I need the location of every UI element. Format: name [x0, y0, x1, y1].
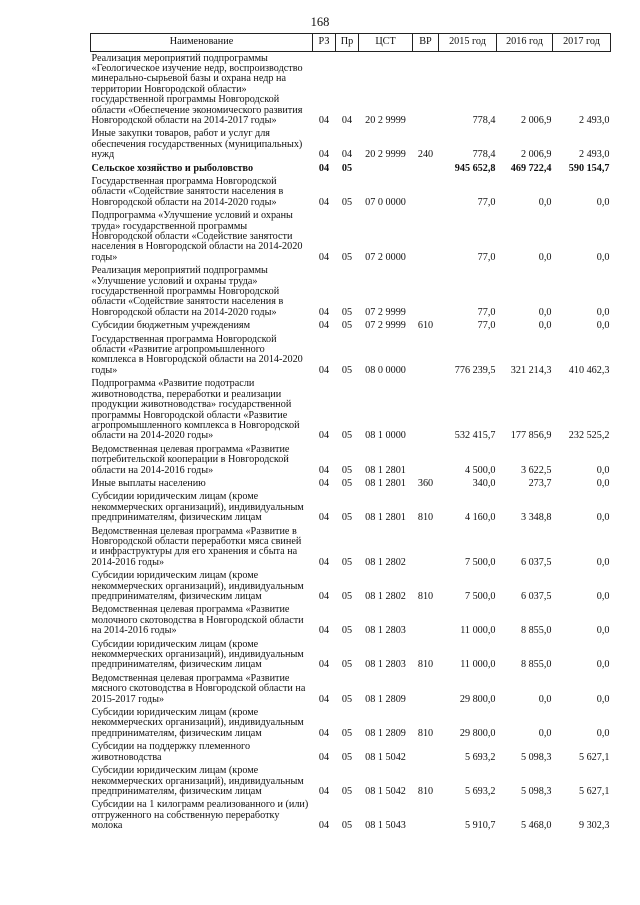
table-row: [91, 128, 611, 162]
table-row: [91, 210, 611, 265]
cell-cst: 07 2 9999: [365, 320, 406, 332]
table-row: [91, 52, 611, 128]
cell-name: Подпрограмма «Улучшение условий и охраны труда» государственной программы Новгородской области «Содействие занятости населения в Новгородской области на 2014-2020 годы»: [91, 210, 303, 263]
cell-2017: 2 493,0: [578, 114, 610, 126]
cell-pr: 05: [341, 820, 353, 832]
cell-cst: 08 1 5042: [365, 785, 406, 797]
cell-pr: 05: [341, 196, 353, 208]
table-row: [91, 443, 611, 477]
cell-cst: 08 1 5042: [365, 751, 406, 763]
cell-2016: 0,0: [538, 306, 552, 318]
cell-2015: 778,4: [472, 114, 496, 126]
cell-rz: 04: [318, 820, 330, 832]
cell-pr: 04: [341, 114, 353, 126]
cell-name: Субсидии юридическим лицам (кроме некоммерческих организаций), индивидуальным предпринимателям, физическим лицам: [91, 765, 304, 797]
cell-vr: [413, 672, 439, 706]
cell-2016: 469 722,4: [510, 162, 552, 174]
cell-2015: 340,0: [472, 477, 496, 489]
cell-2017: 0,0: [596, 320, 610, 332]
cell-rz: 04: [318, 196, 330, 208]
header-cst: ЦСТ: [359, 34, 413, 52]
cell-vr: [413, 265, 439, 320]
cell-2015: 11 000,0: [460, 659, 496, 671]
cell-pr: 05: [341, 591, 353, 602]
cell-2017: 590 154,7: [568, 162, 610, 174]
cell-cst: 08 1 2809: [365, 693, 406, 705]
cell-2016: 0,0: [538, 251, 552, 263]
cell-2015: 77,0: [477, 251, 496, 263]
cell-rz: 04: [318, 785, 330, 797]
cell-pr: 05: [341, 430, 353, 442]
cell-2016: 6 037,5: [520, 591, 552, 602]
cell-name: Государственная программа Новгородской области «Содействие занятости населения в Новгородской области на 2014-2020 годы»: [91, 175, 284, 208]
cell-2015: 5 910,7: [464, 820, 496, 832]
cell-vr: 810: [417, 659, 434, 671]
header-vr: ВР: [413, 34, 439, 52]
cell-2016: 0,0: [538, 727, 552, 739]
table-row: [91, 799, 611, 833]
cell-2016: 0,0: [538, 693, 552, 705]
cell-vr: [413, 443, 439, 477]
cell-2015: 4 500,0: [464, 464, 496, 476]
table-row: [91, 570, 611, 604]
cell-name: Иные выплаты населению: [91, 477, 206, 489]
table-header-row: [91, 34, 611, 52]
cell-rz: 04: [318, 556, 330, 568]
cell-cst: 07 0 0000: [365, 196, 406, 208]
cell-2016: 8 855,0: [520, 659, 552, 671]
table-row: [91, 378, 611, 443]
cell-cst: 08 1 2802: [365, 556, 406, 568]
table-row: [91, 741, 611, 765]
table-row: [91, 525, 611, 570]
budget-table: [90, 33, 611, 833]
cell-name: Ведомственная целевая программа «Развитие мясного скотоводства в Новгородской области на 2015-2017 годы»: [91, 672, 306, 705]
cell-2016: 2 006,9: [520, 114, 552, 126]
cell-pr: 05: [341, 162, 353, 174]
cell-vr: [413, 741, 439, 765]
cell-name: Государственная программа Новгородской области «Развитие агропромышленного комплекса в Новгородской области на 2014-2020 годы»: [91, 333, 303, 376]
cell-vr: 810: [417, 727, 434, 739]
table-row: [91, 162, 611, 175]
cell-cst: 08 1 2803: [365, 659, 406, 671]
cell-name: Субсидии юридическим лицам (кроме некоммерческих организаций), индивидуальным предпринимателям, физическим лицам: [91, 707, 304, 739]
cell-rz: 04: [318, 659, 330, 671]
cell-2015: 945 652,8: [454, 162, 496, 174]
cell-pr: 05: [341, 477, 353, 489]
cell-2016: 8 855,0: [520, 625, 552, 637]
cell-rz: 04: [318, 320, 330, 332]
cell-rz: 04: [318, 727, 330, 739]
cell-vr: [413, 52, 439, 128]
cell-rz: 04: [318, 251, 330, 263]
cell-2015: 77,0: [477, 306, 496, 318]
cell-name: Субсидии юридическим лицам (кроме некоммерческих организаций), индивидуальным предпринимателям, физическим лицам: [91, 491, 304, 524]
header-2017: 2017 год: [553, 34, 611, 52]
cell-cst: [359, 162, 413, 175]
table-row: [91, 672, 611, 706]
table-row: [91, 604, 611, 638]
cell-2016: 2 006,9: [520, 149, 552, 161]
header-rz: РЗ: [313, 34, 336, 52]
cell-name: Иные закупки товаров, работ и услуг для обеспечения государственных (муниципальных) нужд: [91, 128, 303, 161]
cell-2017: 0,0: [596, 556, 610, 568]
cell-name: Ведомственная целевая программа «Развитие потребительской кооперации в Новгородской области на 2014-2016 годы»: [91, 443, 290, 476]
cell-2017: 0,0: [596, 512, 610, 524]
cell-name: Субсидии на поддержку племенного животноводства: [91, 741, 251, 763]
header-name: Наименование: [91, 34, 313, 52]
cell-cst: 20 2 9999: [365, 149, 406, 161]
cell-pr: 04: [341, 149, 353, 161]
cell-2017: 5 627,1: [578, 785, 610, 797]
cell-vr: [413, 604, 439, 638]
cell-name: Реализация мероприятий подпрограммы «Геологическое изучение недр, воспроизводство минерально-сырьевой базы и охрана недр на территории Новгородской области» государственной программы Новгородской области «Обеспечение экономического развития Новгородской области на 2014-2017 годы»: [91, 52, 303, 126]
cell-rz: 04: [318, 477, 330, 489]
cell-pr: 05: [341, 464, 353, 476]
table-row: [91, 491, 611, 525]
cell-pr: 05: [341, 364, 353, 376]
cell-2016: 5 098,3: [520, 751, 552, 763]
cell-2016: 6 037,5: [520, 556, 552, 568]
cell-rz: 04: [318, 464, 330, 476]
cell-2017: 0,0: [596, 306, 610, 318]
table-row: [91, 265, 611, 320]
cell-2017: 0,0: [596, 591, 610, 602]
cell-2016: 177 856,9: [510, 430, 552, 442]
cell-vr: [413, 175, 439, 209]
cell-2017: 0,0: [596, 693, 610, 705]
cell-cst: 08 1 2809: [365, 727, 406, 739]
cell-2017: 0,0: [596, 477, 610, 489]
cell-2015: 776 239,5: [454, 364, 496, 376]
cell-cst: 08 1 2803: [365, 625, 406, 637]
cell-name: Субсидии на 1 килограмм реализованного и (или) отгруженного на собственную переработку молока: [91, 799, 309, 832]
cell-vr: 810: [417, 591, 434, 602]
cell-rz: 04: [318, 693, 330, 705]
cell-2017: 9 302,3: [578, 820, 610, 832]
cell-2017: 2 493,0: [578, 149, 610, 161]
cell-pr: 05: [341, 659, 353, 671]
cell-pr: 05: [341, 625, 353, 637]
table-row: [91, 477, 611, 490]
cell-vr: 810: [417, 785, 434, 797]
cell-name: Ведомственная целевая программа «Развитие в Новгородской области переработки мяса свиней и инфраструктуры для его хранения и сбыта на 2014-2016 годы»: [91, 525, 302, 568]
cell-cst: 08 1 2801: [365, 512, 406, 524]
cell-2017: 0,0: [596, 659, 610, 671]
cell-vr: [413, 162, 439, 175]
cell-cst: 08 1 2802: [365, 591, 406, 602]
cell-vr: [413, 525, 439, 570]
cell-2015: 29 800,0: [459, 727, 496, 739]
cell-2015: 7 500,0: [464, 556, 496, 568]
cell-2016: 5 468,0: [520, 820, 552, 832]
cell-name: Подпрограмма «Развитие подотрасли животноводства, переработки и реализации продукции животноводства» государственной программы Новгородской области «Развитие агропромышленного комплекса в Новгородской области на 2014-2020 годы»: [91, 378, 300, 442]
cell-2015: 5 693,2: [464, 751, 496, 763]
cell-name: Реализация мероприятий подпрограммы «Улучшение условий и охраны труда» государственной программы Новгородской области «Содействие занятости населения в Новгородской области на 2014-2020 годы»: [91, 265, 284, 318]
cell-rz: 04: [318, 512, 330, 524]
table-row: [91, 320, 611, 333]
table-row: [91, 175, 611, 209]
cell-rz: 04: [318, 364, 330, 376]
cell-rz: 04: [318, 625, 330, 637]
cell-2017: 0,0: [596, 464, 610, 476]
cell-2017: 0,0: [596, 196, 610, 208]
cell-2017: 0,0: [596, 625, 610, 637]
cell-pr: 05: [341, 751, 353, 763]
cell-name: Субсидии юридическим лицам (кроме некоммерческих организаций), индивидуальным предпринимателям, физическим лицам: [91, 570, 304, 602]
cell-name: Субсидии юридическим лицам (кроме некоммерческих организаций), индивидуальным предпринимателям, физическим лицам: [91, 638, 304, 671]
cell-vr: 240: [417, 149, 434, 161]
cell-rz: 04: [318, 162, 330, 174]
cell-vr: [413, 378, 439, 443]
table-row: [91, 707, 611, 741]
cell-2017: 5 627,1: [578, 751, 610, 763]
cell-rz: 04: [318, 751, 330, 763]
cell-pr: 05: [341, 306, 353, 318]
cell-cst: 07 2 0000: [365, 251, 406, 263]
cell-2016: 0,0: [538, 320, 552, 332]
cell-vr: 810: [417, 512, 434, 524]
cell-2017: 0,0: [596, 251, 610, 263]
cell-2015: 7 500,0: [464, 591, 496, 602]
cell-name: Сельское хозяйство и рыболовство: [91, 162, 254, 174]
cell-cst: 08 0 0000: [365, 364, 406, 376]
cell-2015: 77,0: [477, 320, 496, 332]
cell-vr: [413, 333, 439, 378]
cell-2015: 4 160,0: [464, 512, 496, 524]
cell-2017: 0,0: [596, 727, 610, 739]
cell-pr: 05: [341, 785, 353, 797]
cell-2016: 5 098,3: [520, 785, 552, 797]
cell-vr: 610: [417, 320, 434, 332]
cell-2016: 321 214,3: [510, 364, 552, 376]
cell-2016: 3 348,8: [520, 512, 552, 524]
table-row: [91, 333, 611, 378]
cell-2015: 11 000,0: [460, 625, 496, 637]
table-row: [91, 765, 611, 799]
cell-2015: 77,0: [477, 196, 496, 208]
cell-rz: 04: [318, 430, 330, 442]
cell-rz: 04: [318, 149, 330, 161]
cell-rz: 04: [318, 306, 330, 318]
cell-2017: 232 525,2: [568, 430, 610, 442]
cell-2015: 532 415,7: [454, 430, 496, 442]
cell-2016: 273,7: [528, 477, 552, 489]
cell-2015: 778,4: [472, 149, 496, 161]
cell-cst: 08 1 2801: [365, 477, 406, 489]
header-2016: 2016 год: [497, 34, 553, 52]
cell-pr: 05: [341, 320, 353, 332]
table-body: [91, 52, 611, 834]
cell-cst: 08 1 0000: [365, 430, 406, 442]
cell-name: Субсидии бюджетным учреждениям: [91, 320, 251, 332]
cell-pr: 05: [341, 556, 353, 568]
cell-2017: 410 462,3: [568, 364, 610, 376]
cell-2015: 5 693,2: [464, 785, 496, 797]
cell-pr: 05: [341, 693, 353, 705]
cell-vr: [413, 799, 439, 833]
cell-vr: [413, 210, 439, 265]
cell-2015: 29 800,0: [459, 693, 496, 705]
cell-pr: 05: [341, 512, 353, 524]
table-row: [91, 638, 611, 672]
cell-name: Ведомственная целевая программа «Развитие молочного скотоводства в Новгородской области на 2014-2016 годы»: [91, 604, 304, 637]
page-number: 168: [310, 15, 330, 29]
cell-cst: 07 2 9999: [365, 306, 406, 318]
cell-cst: 20 2 9999: [365, 114, 406, 126]
header-pr: Пр: [336, 34, 359, 52]
cell-pr: 05: [341, 251, 353, 263]
cell-2016: 3 622,5: [520, 464, 552, 476]
cell-rz: 04: [318, 114, 330, 126]
cell-pr: 05: [341, 727, 353, 739]
header-2015: 2015 год: [439, 34, 497, 52]
cell-cst: 08 1 2801: [365, 464, 406, 476]
cell-cst: 08 1 5043: [365, 820, 406, 832]
cell-vr: 360: [417, 477, 434, 489]
cell-rz: 04: [318, 591, 330, 602]
cell-2016: 0,0: [538, 196, 552, 208]
